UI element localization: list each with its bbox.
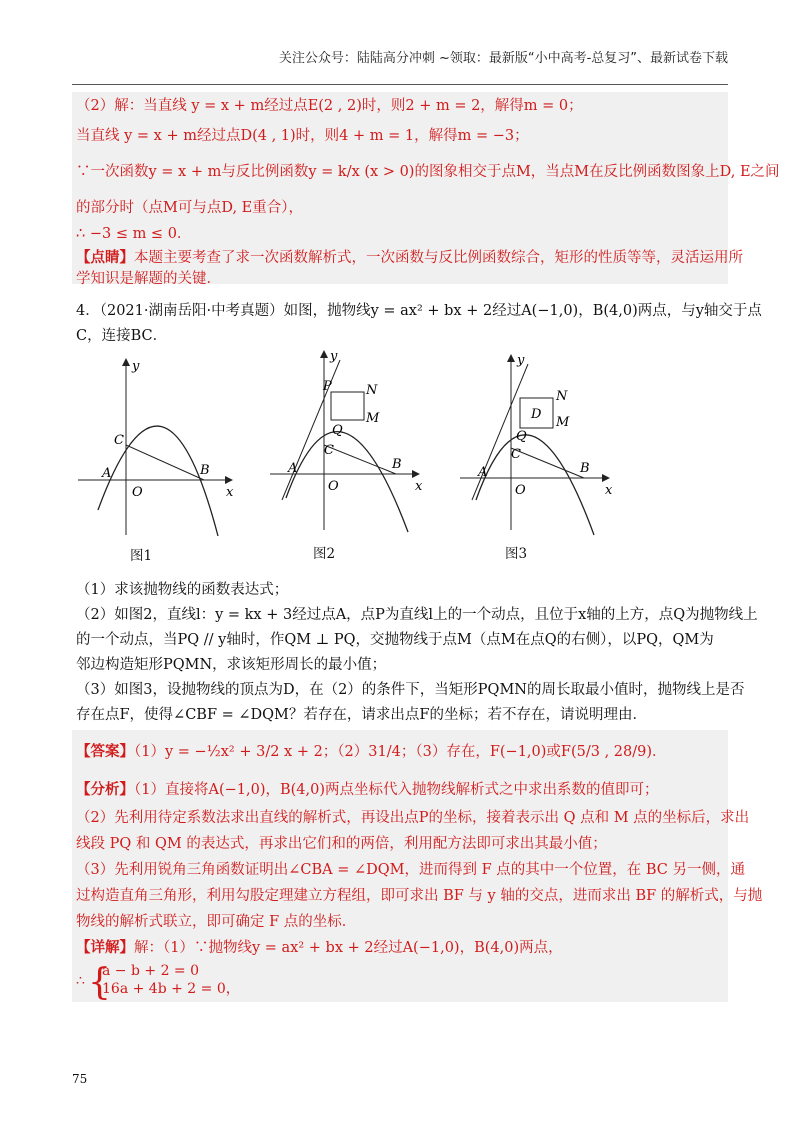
analysis-line-5: 过构造直角三角形，利用勾股定理建立方程组，即可求出 BF 与 y 轴的交点，进而求出 BF 的解析式，与抛	[76, 888, 763, 904]
question-2-line-2: 的一个动点，当PQ // y轴时，作QM ⊥ PQ，交抛物线于点M（点M在点Q的右侧），以PQ，QM为	[76, 632, 714, 648]
prev-solution-line-5: ∴ −3 ≤ m ≤ 0．	[76, 226, 192, 242]
label-c: C	[114, 433, 124, 448]
question-2-line-1: （2）如图2，直线l：y = kx + 3经过点A，点P为直线l上的一个动点，且位于x轴的上方，点Q为抛物线上	[76, 607, 758, 623]
analysis-line-4: （3）先利用锐角三角函数证明出∠CBA = ∠DQM，进而得到 F 点的其中一个位置，在 BC 另一侧，通	[76, 862, 745, 878]
analysis-line-1	[76, 780, 726, 800]
label-x: x	[415, 479, 423, 494]
detail-tag: 【详解】	[76, 939, 134, 956]
problem-line-2: C，连接BC．	[76, 328, 168, 344]
label-q: Q	[332, 423, 343, 438]
label-d: D	[531, 407, 542, 422]
detail-text-1: 解：（1）∵抛物线y = ax² + bx + 2经过A(−1,0)，B(4,0)两点，	[134, 940, 563, 956]
page-header: 关注公众号：陆陆高分冲刺 ~领取：最新版“小中高考-总复习”、最新试卷下载	[278, 51, 728, 66]
label-n: N	[366, 383, 378, 398]
figure-3	[458, 350, 623, 540]
label-o: O	[132, 485, 143, 500]
label-y: y	[517, 353, 525, 368]
label-o: O	[328, 479, 339, 494]
label-n: N	[556, 389, 568, 404]
question-3-line-2: 存在点F，使得∠CBF = ∠DQM？若存在，请求出点F的坐标；若不存在，请说明理由．	[76, 707, 647, 723]
header-rule	[72, 84, 728, 85]
label-q: Q	[516, 429, 527, 444]
figure-3-caption: 图3	[505, 546, 528, 562]
prev-solution-line-4: 的部分时（点M可与点D, E重合），	[76, 200, 304, 216]
label-a: A	[288, 461, 298, 476]
prev-comment-line-2: 学知识是解题的关键．	[76, 271, 221, 287]
analysis-text-1: （1）直接将A(−1,0)，B(4,0)两点坐标代入抛物线解析式之中求出系数的值即可；	[134, 782, 659, 798]
parabola	[476, 435, 594, 535]
figure-1-caption: 图1	[130, 548, 153, 564]
question-1: （1）求该抛物线的函数表达式；	[76, 582, 289, 598]
answer-tag: 【答案】	[76, 743, 134, 760]
label-m: M	[556, 415, 570, 430]
label-x: x	[605, 483, 613, 498]
answer-line	[76, 742, 726, 762]
figure-2-caption: 图2	[313, 546, 336, 562]
prev-comment-line-1	[76, 248, 743, 268]
equation-2: 16a + 4b + 2 = 0，	[102, 981, 240, 997]
prev-solution-line-3: ∵一次函数y = x + m与反比例函数y = k/x (x > 0)的图象相交于点M，当点M在反比例函数图象上D, E之间	[76, 164, 780, 180]
rectangle-pqmn	[331, 392, 364, 420]
label-o: O	[515, 483, 526, 498]
analysis-line-2: （2）先利用待定系数法求出直线的解析式，再设出点P的坐标，接着表示出 Q 点和 M 点的坐标后，求出	[76, 810, 750, 826]
comment-text-1: 本题主要考查了求一次函数解析式，一次函数与反比例函数综合，矩形的性质等等，灵活运用所	[134, 250, 743, 266]
label-b: B	[200, 463, 210, 478]
question-3-line-1: （3）如图3，设抛物线的顶点为D，在（2）的条件下，当矩形PQMN的周长取最小值时，抛物线上是否	[76, 682, 745, 698]
analysis-tag: 【分析】	[76, 781, 134, 798]
detail-line-1	[76, 938, 726, 958]
question-2-line-3: 邻边构造矩形PQMN，求该矩形周长的最小值；	[76, 657, 387, 673]
label-p: P	[323, 379, 332, 394]
equation-1: a − b + 2 = 0	[102, 963, 200, 979]
analysis-line-6: 物线的解析式联立，即可确定 F 点的坐标．	[76, 914, 357, 930]
label-c: C	[324, 443, 334, 458]
page-number: 75	[72, 1072, 88, 1086]
prev-solution-line-2: 当直线 y = x + m经过点D(4 , 1)时，则4 + m = 1，解得m = −3；	[76, 128, 529, 144]
segment-bc	[511, 448, 584, 478]
label-c: C	[511, 447, 521, 462]
figure-1	[76, 350, 246, 560]
answer-text: （1）y = −½x² + 3/2 x + 2；（2）31/4；（3）存在，F(−1,0)或F(5/3 , 28/9)．	[134, 744, 667, 760]
problem-line-1: 4．（2021·湖南岳阳·中考真题）如图，抛物线y = ax² + bx + 2经过A(−1,0)，B(4,0)两点，与y轴交于点	[76, 303, 762, 319]
label-b: B	[392, 457, 402, 472]
label-y: y	[132, 359, 140, 374]
label-a: A	[102, 466, 112, 481]
label-m: M	[366, 411, 380, 426]
segment-bc	[324, 445, 396, 474]
figure-2	[268, 350, 433, 540]
label-y: y	[330, 350, 338, 364]
label-a: A	[478, 465, 488, 480]
therefore-symbol: ∴	[76, 973, 85, 989]
prev-solution-line-1: （2）解：当直线 y = x + m经过点E(2 , 2)时，则2 + m = 2，解得m = 0；	[76, 98, 583, 114]
comment-tag: 【点睛】	[76, 249, 134, 266]
label-b: B	[580, 461, 590, 476]
label-x: x	[226, 485, 234, 500]
analysis-line-3: 线段 PQ 和 QM 的表达式，再求出它们和的两倍，利用配方法即可求出其最小值；	[76, 836, 607, 852]
system-brace: {	[88, 962, 111, 1003]
